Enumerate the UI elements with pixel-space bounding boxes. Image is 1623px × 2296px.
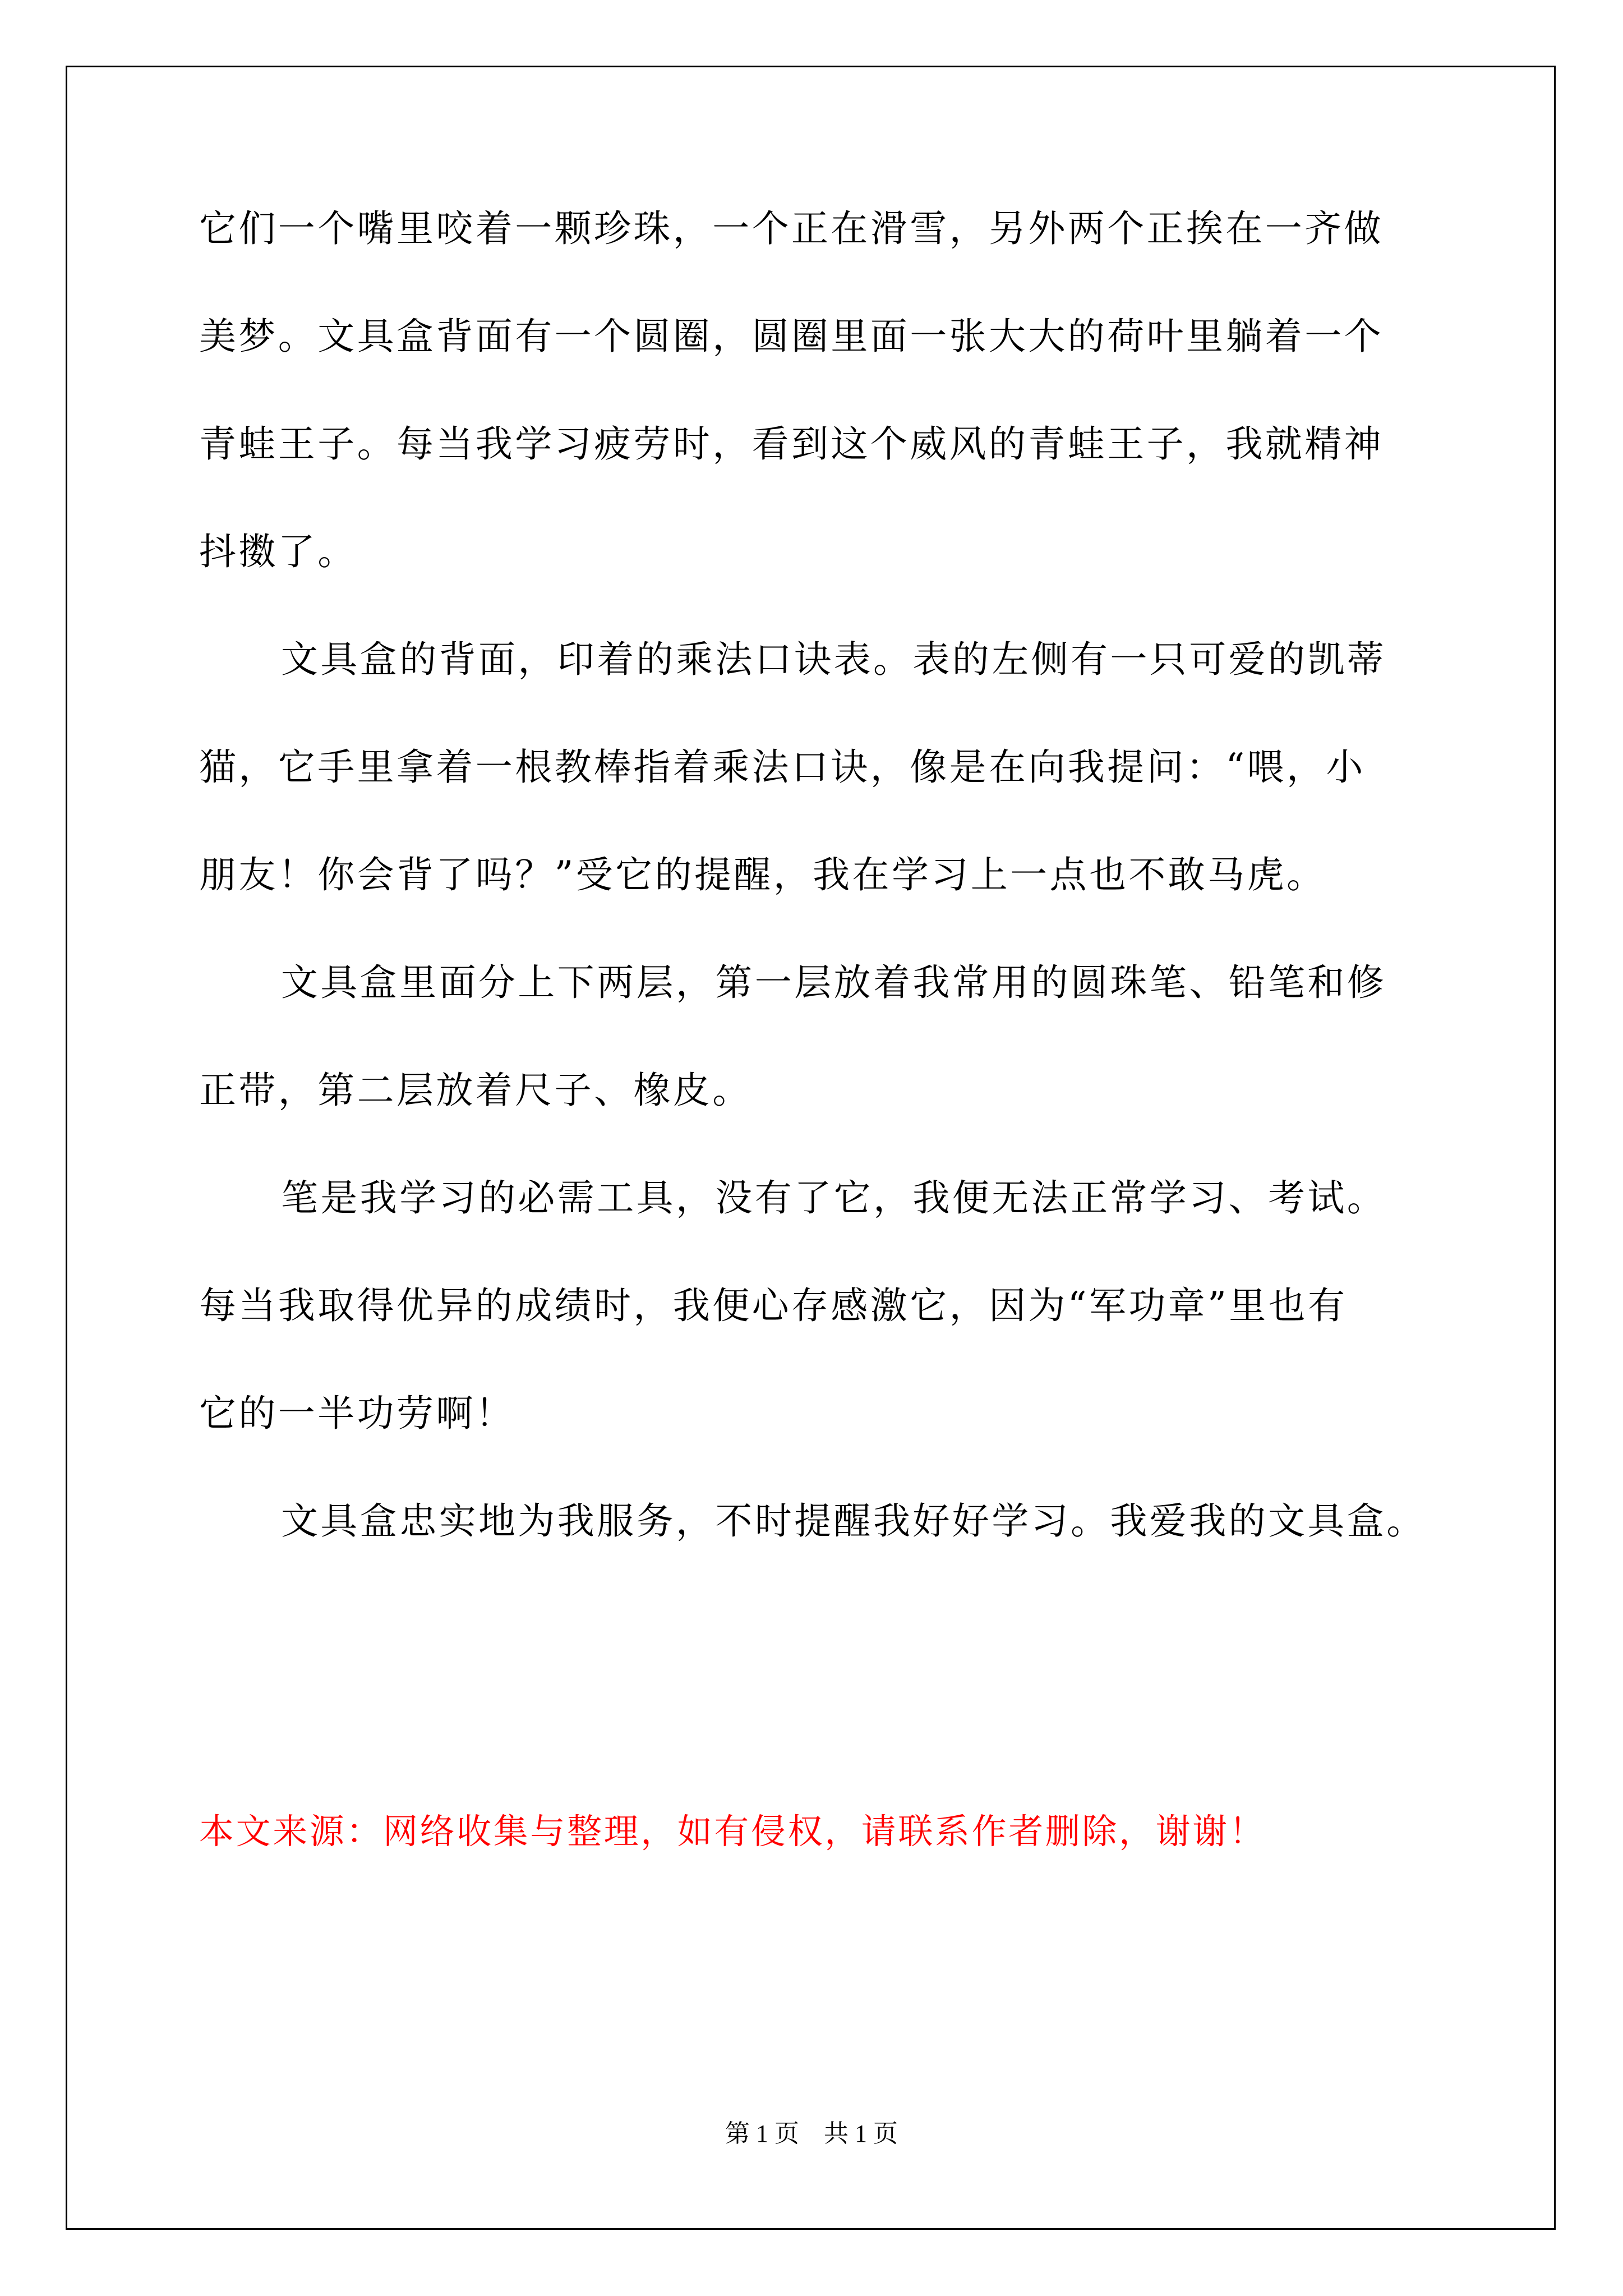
paragraph-2 <box>199 638 1433 896</box>
page-footer: 第 1 页 共 1 页 <box>725 2120 898 2147</box>
paragraph-line: 笔是我学习的必需工具，没有了它，我便无法正常学习、考试。 <box>281 1176 1387 1220</box>
paragraph-5 <box>199 1499 1433 1543</box>
paragraph-1 <box>199 207 1433 573</box>
paragraph-4 <box>199 1176 1433 1435</box>
document-body <box>199 207 1433 1611</box>
paragraph-line: 文具盒忠实地为我服务，不时提醒我好好学习。我爱我的文具盒。 <box>281 1499 1426 1543</box>
paragraph-line: 青蛙王子。每当我学习疲劳时，看到这个威风的青蛙王子，我就精神 <box>199 422 1384 466</box>
paragraph-line: 它们一个嘴里咬着一颗珍珠，一个正在滑雪，另外两个正挨在一齐做 <box>199 207 1384 250</box>
paragraph-line: 猫，它手里拿着一根教棒指着乘法口诀，像是在向我提问：“喂，小 <box>199 746 1366 789</box>
paragraph-line: 抖擞了。 <box>199 530 357 573</box>
paragraph-line: 美梦。文具盒背面有一个圆圈，圆圈里面一张大大的荷叶里躺着一个 <box>199 315 1384 358</box>
paragraph-3 <box>199 961 1433 1112</box>
paragraph-line: 它的一半功劳啊！ <box>199 1392 515 1435</box>
paragraph-line: 每当我取得优异的成绩时，我便心存感激它，因为“军功章”里也有 <box>199 1284 1348 1327</box>
source-notice: 本文来源：网络收集与整理，如有侵权，请联系作者删除，谢谢！ <box>199 1811 1266 1852</box>
paragraph-line: 正带，第二层放着尺子、橡皮。 <box>199 1069 752 1112</box>
paragraph-line: 朋友！你会背了吗？”受它的提醒，我在学习上一点也不敢马虎。 <box>199 853 1326 896</box>
paragraph-line: 文具盒的背面，印着的乘法口诀表。表的左侧有一只可爱的凯蒂 <box>281 638 1387 681</box>
paragraph-line: 文具盒里面分上下两层，第一层放着我常用的圆珠笔、铅笔和修 <box>281 961 1387 1004</box>
